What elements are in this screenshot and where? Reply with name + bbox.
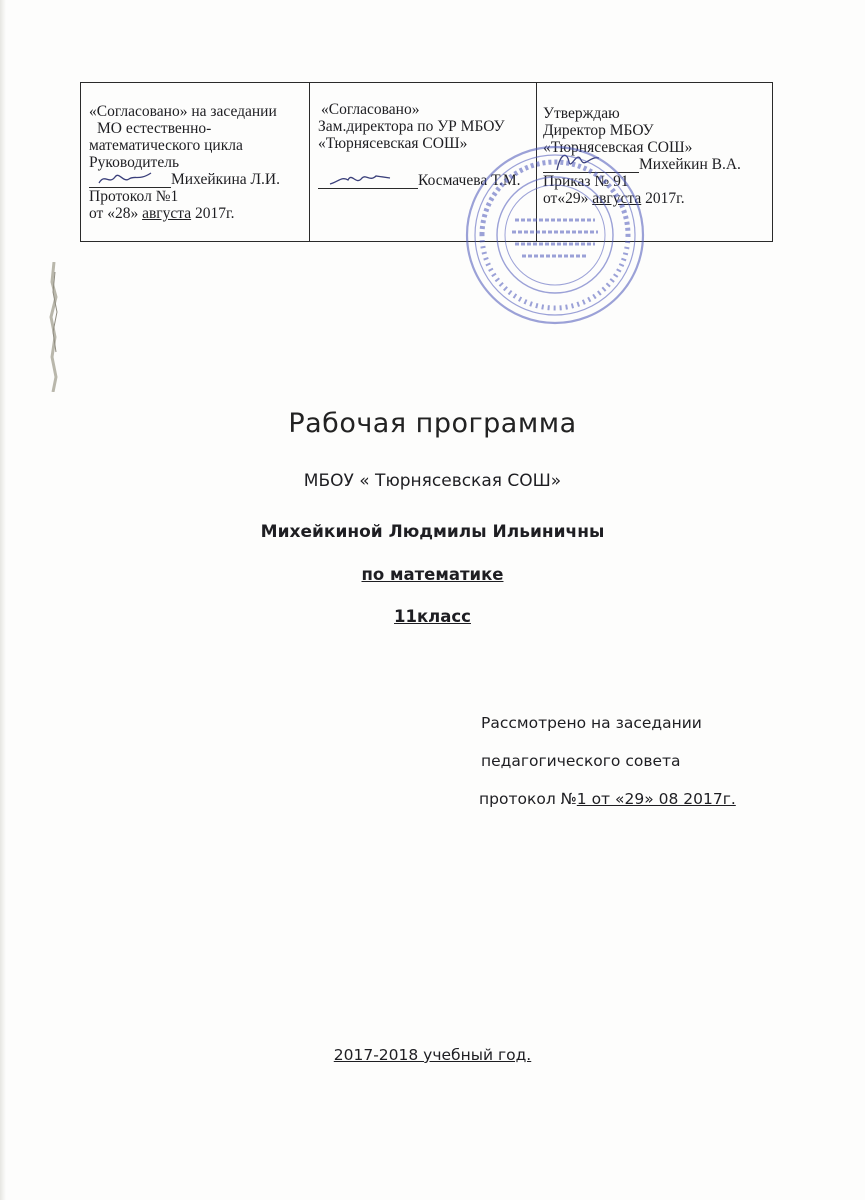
director-date-prefix: от«29» (543, 190, 593, 207)
teacher-name: Михейкиной Людмилы Ильиничны (260, 522, 605, 542)
mo-signature-row (89, 171, 303, 188)
approval-table (80, 82, 773, 242)
director-date-month: августа (592, 190, 642, 207)
director-approve-line: Утверждаю (543, 105, 620, 122)
mo-cycle-line: математического цикла (89, 137, 243, 154)
deputy-school-line: «Тюрнясевская СОШ» (318, 135, 468, 152)
page-title: Рабочая программа (288, 408, 577, 439)
review-protocol-date: 1 от «29» 08 2017г. (576, 790, 736, 808)
mo-agreed-line: «Согласовано» на заседании (89, 103, 277, 120)
director-title-line: Директор МБОУ (543, 122, 654, 139)
approval-deputy-cell (310, 83, 537, 241)
mo-signer-name: Михейкина Л.И. (171, 171, 280, 188)
school-name: МБОУ « Тюрнясевская СОШ» (303, 471, 562, 491)
mo-protocol: Протокол №1 (89, 188, 179, 205)
page-edge (0, 0, 6, 1200)
director-signature-row (543, 156, 766, 173)
council-review-block (481, 704, 738, 818)
deputy-signer-name: Космачева Т.М. (418, 172, 521, 189)
subject-text: по математике (361, 565, 504, 584)
review-protocol-prefix: протокол № (479, 790, 577, 808)
deputy-signature-row (318, 172, 530, 189)
director-school-line: «Тюрнясевская СОШ» (543, 139, 693, 156)
mo-date-line (89, 205, 303, 222)
director-order: Приказ № 91 (543, 173, 629, 190)
mo-date-month: августа (142, 205, 192, 222)
deputy-title-line: Зам.директора по УР МБОУ (318, 118, 505, 135)
mo-signature (89, 173, 171, 188)
director-signer-name: Михейкин В.А. (639, 156, 741, 173)
approval-mo-cell (81, 83, 310, 241)
grade-line (0, 607, 865, 626)
mo-date-suffix: 2017г. (191, 205, 235, 222)
approval-director-cell (537, 83, 772, 241)
binding-thread (46, 262, 62, 392)
review-line-2: педагогического совета (481, 752, 681, 770)
academic-year-line (0, 1046, 865, 1064)
grade-text: 11класс (394, 607, 471, 626)
mo-name-line: МО естественно- (97, 120, 212, 137)
director-date-suffix: 2017г. (641, 190, 685, 207)
academic-year: 2017-2018 учебный год. (333, 1046, 532, 1064)
deputy-agreed-line: «Согласовано» (321, 101, 420, 118)
director-signature (543, 158, 639, 173)
subject-line (0, 565, 865, 584)
review-line-1: Рассмотрено на заседании (481, 714, 702, 732)
deputy-signature (318, 174, 418, 189)
mo-head-label: Руководитель (89, 154, 180, 171)
director-date-line (543, 190, 766, 207)
review-protocol-line (479, 780, 736, 818)
mo-date-prefix: от «28» (89, 205, 143, 222)
